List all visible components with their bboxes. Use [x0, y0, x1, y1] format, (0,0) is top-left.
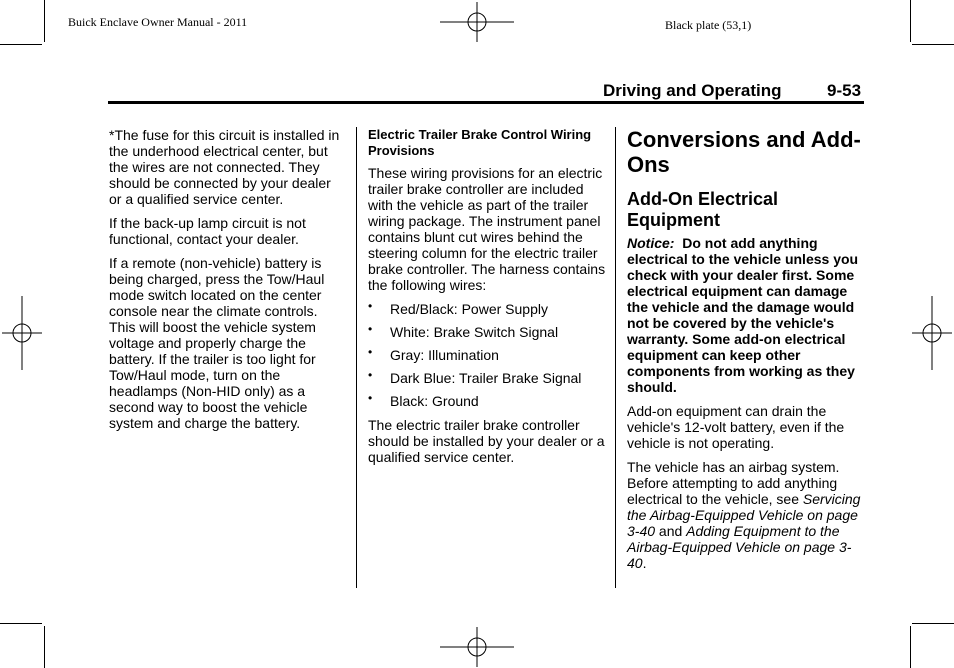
paragraph: The electric trailer brake controller should be installed by your dealer or a qualified service center.	[368, 417, 605, 465]
column-divider	[615, 127, 616, 588]
paragraph-text: The vehicle has an airbag system. Before attempting to add anything electrical to the vehicle, see	[627, 459, 840, 507]
plate-label: Black plate (53,1)	[665, 18, 752, 32]
bullet-icon: •	[368, 322, 373, 336]
wiring-subheading: Electric Trailer Brake Control Wiring Provisions	[368, 127, 592, 158]
manual-title: Buick Enclave Owner Manual - 2011	[68, 15, 248, 29]
registration-mark-top	[440, 2, 514, 42]
wire-list	[368, 301, 608, 409]
paragraph: These wiring provisions for an electric trailer brake controller are included with the vehicle as part of the trailer wiring package. The instrument panel contains blunt cut wires behind the steering column for the electric trailer brake controller. The harness contains the following wires:	[368, 165, 606, 293]
page-number: 9-53	[827, 81, 862, 100]
notice-label: Notice:	[627, 235, 675, 251]
cross-reference-link[interactable]: Adding Equipment to the Airbag-Equipped Vehicle on page 3-40	[627, 523, 852, 571]
section-heading: Conversions and Add-Ons	[627, 127, 861, 177]
registration-mark-bottom	[440, 627, 514, 667]
bullet-icon: •	[368, 368, 373, 382]
list-item	[368, 301, 608, 317]
cross-reference-link[interactable]: Servicing the Airbag-Equipped Vehicle on page 3-40	[627, 491, 861, 539]
paragraph: *The fuse for this circuit is installed in the underhood electrical center, but the wires are not connected. They should be connected by your dealer or a qualified service center.	[109, 127, 340, 207]
list-item	[368, 324, 608, 340]
list-item-text: Dark Blue: Trailer Brake Signal	[390, 370, 582, 386]
paragraph: Add-on equipment can drain the vehicle's 12-volt battery, even if the vehicle is not operating.	[627, 403, 845, 451]
column-2	[368, 127, 608, 473]
column-1	[109, 127, 345, 439]
section-subheading: Add-On Electrical Equipment	[627, 189, 779, 230]
list-item-text: Black: Ground	[390, 393, 479, 409]
registration-mark-right	[912, 296, 952, 370]
section-title: Driving and Operating	[603, 81, 782, 100]
bullet-icon: •	[368, 391, 373, 405]
period: .	[642, 555, 647, 571]
bullet-icon: •	[368, 345, 373, 359]
list-item-text: Gray: Illumination	[390, 347, 499, 363]
paragraph: If the back-up lamp circuit is not functional, contact your dealer.	[109, 215, 306, 247]
header-rule	[108, 101, 864, 104]
list-item	[368, 393, 608, 409]
registration-mark-left	[2, 296, 42, 370]
list-item	[368, 347, 608, 363]
paragraph	[627, 459, 863, 571]
notice	[627, 235, 863, 395]
conjunction: and	[658, 523, 683, 539]
paragraph: If a remote (non-vehicle) battery is being charged, press the Tow/Haul mode switch located on the center console near the climate controls. This will boost the vehicle system voltage and properly charge the battery. If the trailer is too light for Tow/Haul mode, turn on the headlamps (Non-HID only) as a second way to boost the vehicle system and charge the battery.	[109, 255, 325, 431]
list-item-text: White: Brake Switch Signal	[390, 324, 559, 340]
notice-text: Do not add anything electrical to the vehicle unless you check with your dealer first. Some electrical equipment can damage the vehicle and the damage would not be covered by the vehicle's warranty. Some add-on electrical equipment can keep other components from working as they should.	[627, 235, 859, 395]
list-item-text: Red/Black: Power Supply	[390, 301, 548, 317]
bullet-icon: •	[368, 299, 373, 313]
column-divider	[356, 127, 357, 588]
list-item	[368, 370, 608, 386]
column-3	[627, 127, 863, 579]
